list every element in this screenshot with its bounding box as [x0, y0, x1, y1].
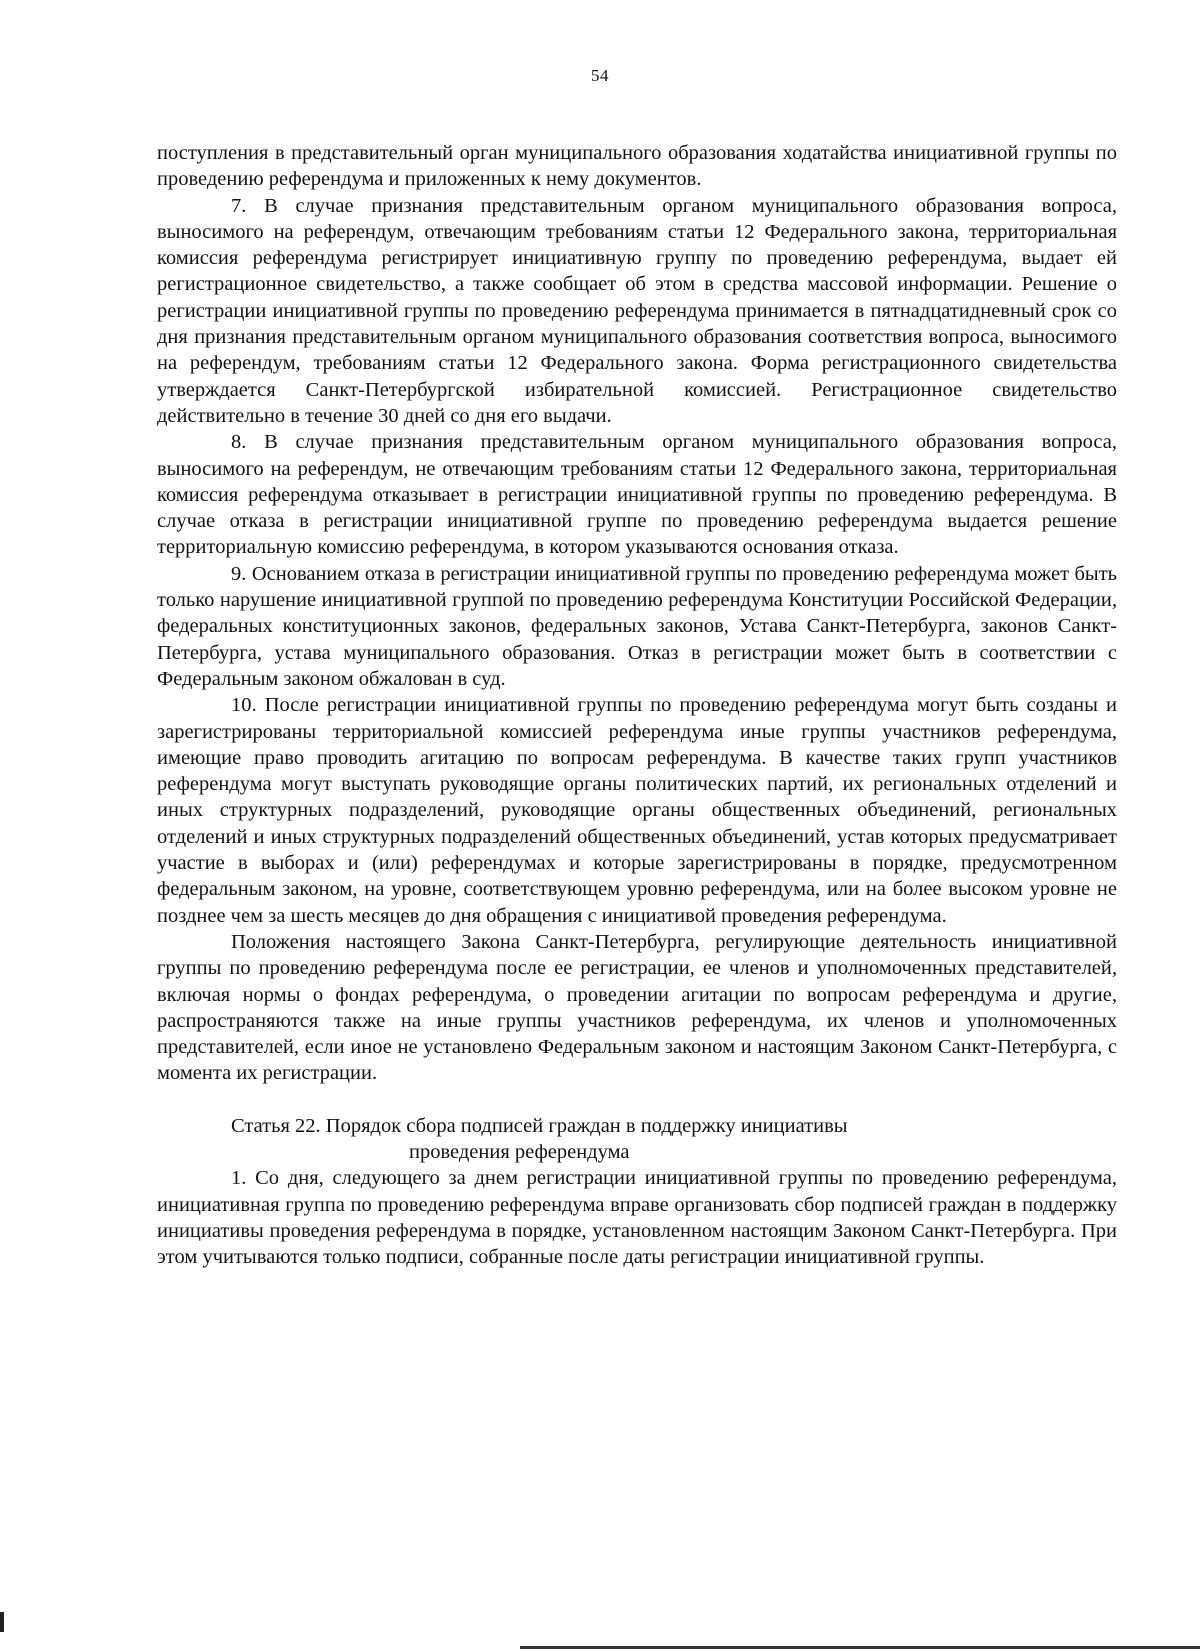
article-heading [231, 1113, 1117, 1166]
scan-edge-mark [0, 1612, 4, 1632]
paragraph-item-8: 8. В случае признания представительным органом муниципального образования вопроса, выносимого на референдум, не отвечающим требованиям статьи 12 Федерального закона, территориальная комиссия референдума отказывает в регистрации инициативной группы по проведению референдума. В случае отказа в регистрации инициативной группе по проведению референдума выдается решение территориальную комиссию референдума, в котором указываются основания отказа. [157, 431, 1117, 559]
paragraph-item-9: 9. Основанием отказа в регистрации инициативной группы по проведению референдума может быть только нарушение инициативной группой по проведению референдума Конституции Российской Федерации, федеральных конституционных законов, федеральных законов, Устава Санкт-Петербурга, законов Санкт-Петербурга, устава муниципального образования. Отказ в регистрации может быть в соответствии с Федеральным законом обжалован в суд. [157, 562, 1117, 690]
paragraph-item-7: 7. В случае признания представительным органом муниципального образования вопроса, выносимого на референдум, отвечающим требованиям статьи 12 Федерального закона, территориальная комиссия референдума регистрирует инициативную группу по проведению референдума, выдает ей регистрационное свидетельство, а также сообщает об этом в средства массовой информации. Решение о регистрации инициативной группы по проведению референдума принимается в пятнадцатидневный срок со дня признания представительным органом муниципального образования соответствия вопроса, выносимого на референдум, требованиям статьи 12 Федерального закона. Форма регистрационного свидетельства утверждается Санкт-Петербургской избирательной комиссией. Регистрационное свидетельство действительно в течение 30 дней со дня его выдачи. [157, 194, 1117, 427]
article-paragraph-1: 1. Со дня, следующего за днем регистрации инициативной группы по проведению референдума, инициативная группа по проведению референдума вправе организовать сбор подписей граждан в поддержку инициативы проведения референдума в порядке, установленном настоящим Законом Санкт-Петербурга. При этом учитываются только подписи, собранные после даты регистрации инициативной группы. [157, 1167, 1117, 1269]
paragraph-provisions: Положения настоящего Закона Санкт-Петербурга, регулирующие деятельность инициативной группы по проведению референдума после ее регистрации, ее членов и уполномоченных представителей, включая нормы о фондах референдума, о проведении агитации по вопросам референдума и другие, распространяются также на иные группы участников референдума, их членов и уполномоченных представителей, если иное не установлено Федеральным законом и настоящим Законом Санкт-Петербурга, с момента их регистрации. [157, 930, 1117, 1085]
paragraph-continuation: поступления в представительный орган муниципального образования ходатайства инициативной группы по проведению референдума и приложенных к нему документов. [157, 142, 1117, 191]
scan-bottom-line [520, 1646, 1200, 1649]
paragraph-item-10: 10. После регистрации инициативной группы по проведению референдума могут быть созданы и зарегистрированы территориальной комиссией референдума иные группы участников референдума, имеющие право проводить агитацию по вопросам референдума. В качестве таких групп участников референдума могут выступать руководящие органы политических партий, их региональных отделений и иных структурных подразделений, руководящие органы общественных объединений, региональных отделений и иных структурных подразделений общественных объединений, устав которых предусматривает участие в выборах и (или) референдумах и которые зарегистрированы в порядке, предусмотренном федеральным законом, на уровне, соответствующем уровню референдума, или на более высоком уровне не позднее чем за шесть месяцев до дня обращения с инициативой проведения референдума. [157, 694, 1117, 927]
document-body [157, 140, 1117, 1270]
article-heading-line-1: Статья 22. Порядок сбора подписей граждан в поддержку инициативы [231, 1114, 848, 1137]
article-heading-line-2: проведения референдума [409, 1140, 630, 1163]
page-number: 54 [591, 66, 609, 85]
